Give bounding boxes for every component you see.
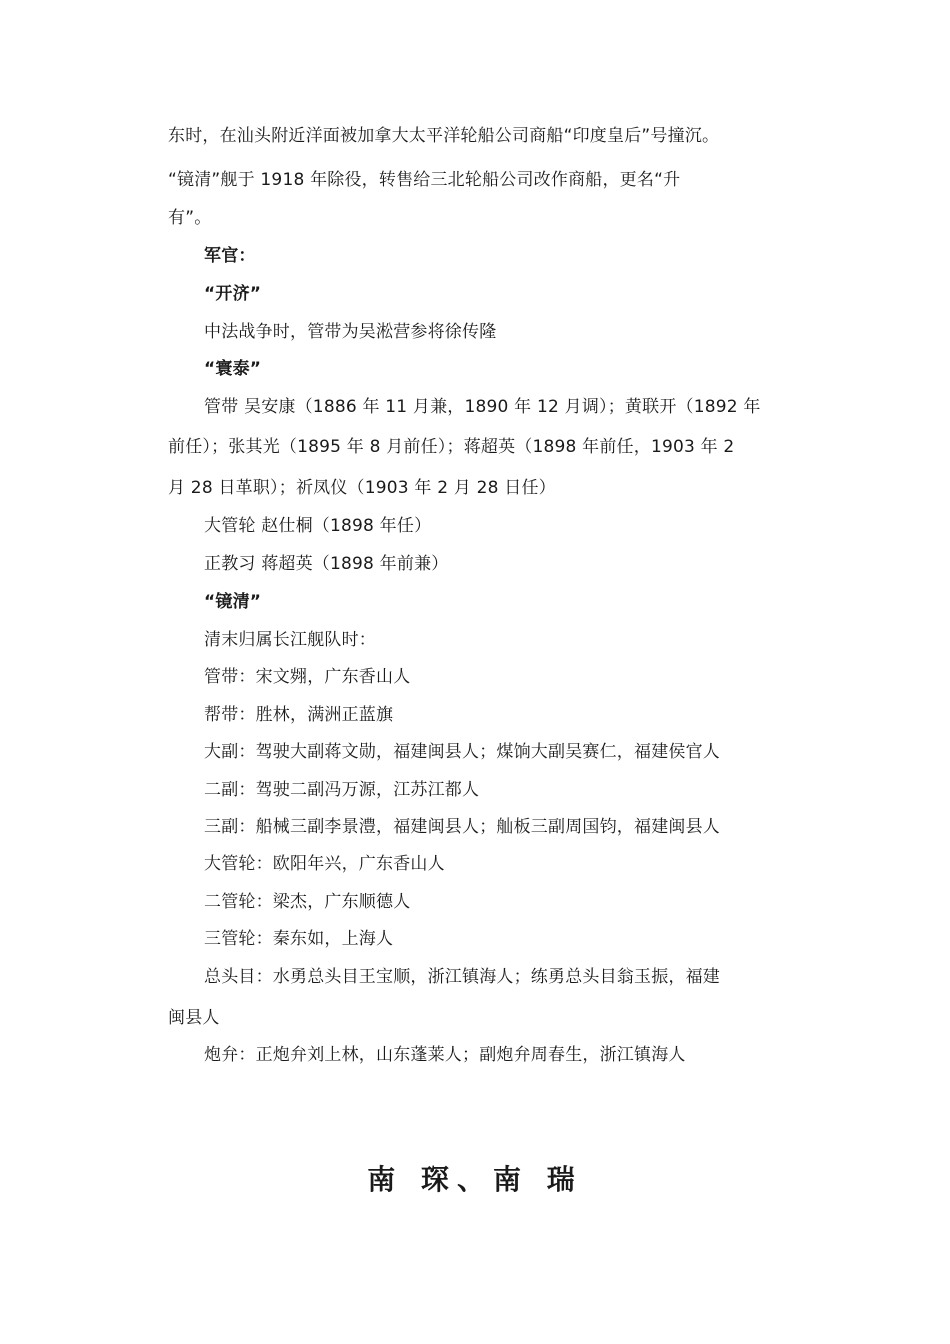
text-line: “镜清”舰于 1918 年除役，转售给三北轮船公司改作商船，更名“升 (168, 170, 681, 190)
text-line: 二副：驾驶二副冯万源，江苏江都人 (204, 780, 480, 800)
heading-line: “镜清” (204, 592, 262, 612)
text-line: 炮弁：正炮弁刘上林，山东蓬莱人；副炮弁周春生，浙江镇海人 (204, 1045, 686, 1065)
text-line: 正教习 蒋超英（1898 年前兼） (204, 554, 449, 574)
text-line: 帮带：胜林，满洲正蓝旗 (204, 705, 394, 725)
text-line: 大管轮：欧阳年兴，广东香山人 (204, 854, 445, 874)
text-line: 大管轮 赵仕桐（1898 年任） (204, 516, 432, 536)
text-line: 东时，在汕头附近洋面被加拿大太平洋轮船公司商船“印度皇后”号撞沉。 (168, 126, 720, 146)
text-line: 二管轮：梁杰，广东顺德人 (204, 892, 411, 912)
text-line: 前任）；张其光（1895 年 8 月前任）；蒋超英（1898 年前任，1903 年 2 (168, 437, 735, 457)
section-title: 南 琛、南 瑞 (367, 1163, 583, 1196)
text-line: 月 28 日革职）；祈凤仪（1903 年 2 月 28 日任） (168, 478, 556, 498)
heading-line: “寰泰” (204, 359, 262, 379)
text-line: 中法战争时，管带为吴淞营参将徐传隆 (204, 322, 497, 342)
text-line: 清末归属长江舰队时： (204, 630, 376, 650)
text-line: 有”。 (168, 208, 212, 228)
text-line: 总头目：水勇总头目王宝顺，浙江镇海人；练勇总头目翁玉振，福建 (204, 967, 720, 987)
text-line: 三管轮：秦东如，上海人 (204, 929, 394, 949)
heading-line: 军官： (204, 246, 256, 266)
text-line: 管带：宋文翙，广东香山人 (204, 667, 411, 687)
text-line: 闽县人 (168, 1008, 220, 1028)
text-line: 大副：驾驶大副蒋文勋，福建闽县人；煤饷大副吴赛仁，福建侯官人 (204, 742, 720, 762)
heading-line: “开济” (204, 284, 262, 304)
text-line: 三副：船械三副李景澧，福建闽县人；舢板三副周国钧，福建闽县人 (204, 817, 720, 837)
text-line: 管带 吴安康（1886 年 11 月兼，1890 年 12 月调）；黄联开（1892 年 (204, 397, 761, 417)
